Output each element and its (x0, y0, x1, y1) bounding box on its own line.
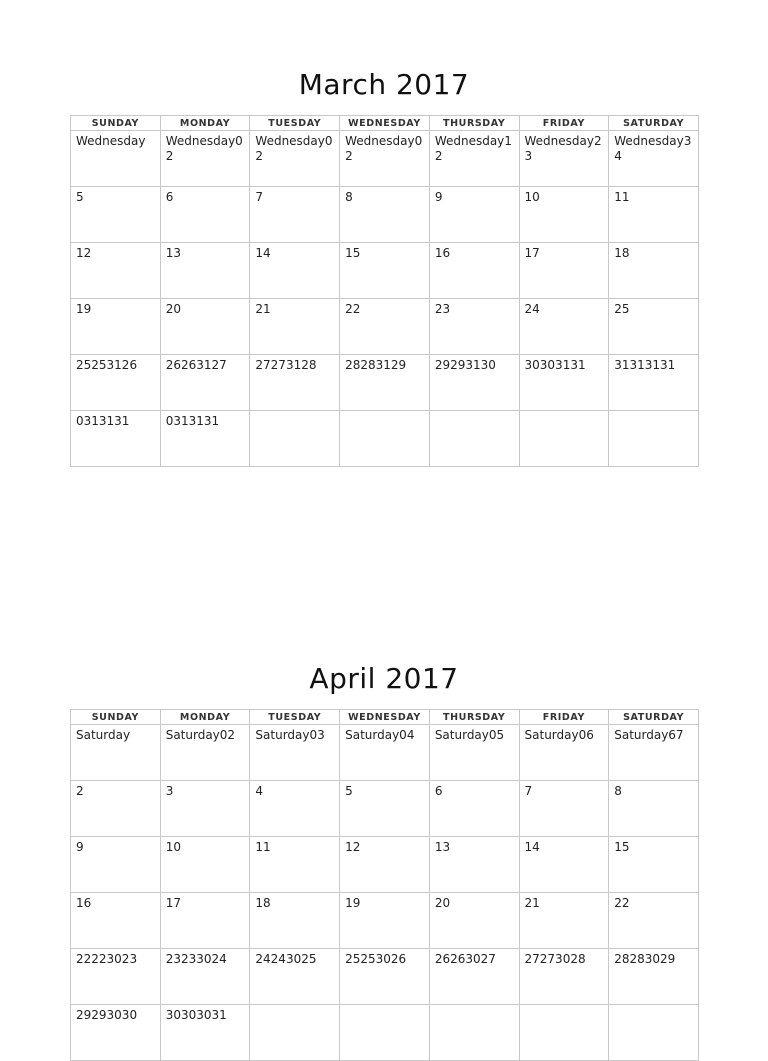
weekday-tuesday: TUESDAY (250, 710, 340, 725)
day-number: 8 (614, 784, 622, 798)
day-number: Saturday67 (614, 728, 684, 742)
day-number: 6 (165, 190, 174, 204)
day-number (340, 1005, 429, 1028)
week-row (71, 411, 699, 467)
day-number: 9 (434, 190, 443, 204)
day-cell (429, 1005, 519, 1061)
day-cell (160, 781, 250, 837)
day-cell (609, 187, 699, 243)
day-number: 15 (614, 840, 630, 854)
day-number (340, 411, 429, 434)
day-cell (71, 355, 161, 411)
day-number: 13 (165, 246, 181, 260)
day-number: 16 (434, 246, 451, 260)
day-number: Saturday04 (345, 728, 415, 742)
weekday-header-row (71, 116, 699, 131)
day-number: 30303031 (165, 1008, 227, 1022)
week-row (71, 781, 699, 837)
day-number: 0313131 (165, 414, 220, 428)
day-number: Wednesday02 (345, 134, 423, 163)
day-cell (519, 411, 609, 467)
day-number: 5 (345, 784, 353, 798)
day-number: 5 (76, 190, 84, 204)
day-cell (429, 949, 519, 1005)
day-number: 29293030 (76, 1008, 138, 1022)
day-number: Saturday05 (434, 728, 505, 742)
day-number (430, 1005, 519, 1028)
month-title: April 2017 (309, 662, 459, 695)
week-row (71, 893, 699, 949)
day-cell (519, 299, 609, 355)
weekday-saturday: SATURDAY (609, 710, 699, 725)
day-cell (519, 949, 609, 1005)
day-cell (609, 725, 699, 781)
day-number: 28283129 (345, 358, 407, 372)
day-number: 18 (255, 896, 271, 910)
day-cell (609, 243, 699, 299)
day-cell (519, 725, 609, 781)
day-cell (340, 243, 430, 299)
weekday-wednesday: WEDNESDAY (340, 710, 430, 725)
weekday-tuesday: TUESDAY (250, 116, 340, 131)
day-cell (429, 781, 519, 837)
day-cell (609, 837, 699, 893)
weekday-friday: FRIDAY (519, 710, 609, 725)
day-cell (340, 949, 430, 1005)
day-number: 7 (255, 190, 264, 204)
day-cell (71, 299, 161, 355)
day-cell (160, 187, 250, 243)
day-cell (250, 837, 340, 893)
day-cell (71, 893, 161, 949)
day-number: 27273128 (255, 358, 317, 372)
week-row (71, 131, 699, 187)
day-cell (71, 837, 161, 893)
day-number (520, 411, 609, 434)
day-cell (250, 781, 340, 837)
day-number: 23233024 (165, 952, 227, 966)
week-row (71, 725, 699, 781)
day-cell (160, 355, 250, 411)
day-number: 14 (255, 246, 271, 260)
day-number: 6 (434, 784, 443, 798)
weekday-sunday: SUNDAY (71, 710, 161, 725)
day-number: 0313131 (76, 414, 130, 428)
day-cell (71, 1005, 161, 1061)
day-cell (160, 131, 250, 187)
day-number: 31313131 (614, 358, 676, 372)
day-number: 9 (76, 840, 84, 854)
day-cell (250, 411, 340, 467)
day-number: 24 (524, 302, 540, 316)
day-cell (609, 1005, 699, 1061)
day-cell (250, 131, 340, 187)
day-cell (340, 131, 430, 187)
month-title: March 2017 (298, 68, 470, 101)
day-cell (160, 949, 250, 1005)
day-number: 2 (76, 784, 84, 798)
day-cell (71, 949, 161, 1005)
day-cell (71, 243, 161, 299)
day-cell (250, 187, 340, 243)
day-number: 25253126 (76, 358, 138, 372)
weekday-monday: MONDAY (160, 710, 250, 725)
day-number (609, 1005, 698, 1028)
day-number: Wednesday34 (614, 134, 692, 163)
week-row (71, 187, 699, 243)
day-number: 14 (524, 840, 540, 854)
day-number: 8 (345, 190, 353, 204)
day-cell (340, 837, 430, 893)
day-number: 12 (345, 840, 361, 854)
day-number: 19 (345, 896, 361, 910)
day-cell (429, 355, 519, 411)
day-cell (429, 837, 519, 893)
calendar-grid (70, 115, 699, 467)
day-cell (160, 243, 250, 299)
day-cell (340, 411, 430, 467)
day-cell (160, 1005, 250, 1061)
day-cell (429, 131, 519, 187)
day-cell (71, 725, 161, 781)
day-cell (429, 243, 519, 299)
day-cell (429, 893, 519, 949)
day-cell (519, 781, 609, 837)
weekday-wednesday: WEDNESDAY (340, 116, 430, 131)
day-number: Wednesday02 (165, 134, 243, 163)
day-cell (519, 131, 609, 187)
day-number (250, 411, 339, 434)
day-cell (250, 725, 340, 781)
day-cell (71, 781, 161, 837)
day-cell (340, 355, 430, 411)
day-number: 21 (255, 302, 271, 316)
week-row (71, 299, 699, 355)
day-number: 21 (524, 896, 540, 910)
day-number: 23 (434, 302, 451, 316)
day-number: 4 (255, 784, 264, 798)
day-cell (250, 893, 340, 949)
weekday-sunday: SUNDAY (71, 116, 161, 131)
day-number: 24243025 (255, 952, 317, 966)
day-number: 11 (255, 840, 271, 854)
day-cell (71, 187, 161, 243)
day-number: 16 (76, 896, 92, 910)
day-cell (160, 893, 250, 949)
day-number: 22223023 (76, 952, 138, 966)
weekday-friday: FRIDAY (519, 116, 609, 131)
day-number: 30303131 (524, 358, 586, 372)
day-number: 19 (76, 302, 92, 316)
weekday-thursday: THURSDAY (429, 116, 519, 131)
day-number: 25 (614, 302, 630, 316)
day-cell (250, 299, 340, 355)
day-cell (429, 187, 519, 243)
day-cell (519, 243, 609, 299)
day-cell (250, 1005, 340, 1061)
day-cell (340, 299, 430, 355)
weekday-saturday: SATURDAY (609, 116, 699, 131)
day-cell (609, 949, 699, 1005)
day-number: 17 (165, 896, 181, 910)
day-number: Wednesday12 (434, 134, 512, 163)
day-number: 26263027 (434, 952, 496, 966)
day-cell (609, 781, 699, 837)
day-cell (340, 1005, 430, 1061)
day-number: Saturday (76, 728, 131, 742)
day-number (609, 411, 698, 434)
day-cell (340, 725, 430, 781)
day-cell (429, 411, 519, 467)
day-cell (340, 893, 430, 949)
week-row (71, 949, 699, 1005)
day-number: 27273028 (524, 952, 586, 966)
day-number: 18 (614, 246, 630, 260)
day-cell (519, 1005, 609, 1061)
day-cell (340, 187, 430, 243)
day-number: 17 (524, 246, 540, 260)
day-cell (519, 893, 609, 949)
week-row (71, 355, 699, 411)
calendar-grid (70, 709, 699, 1061)
weekday-header-row (71, 710, 699, 725)
day-cell (609, 131, 699, 187)
day-cell (250, 243, 340, 299)
day-number: 26263127 (165, 358, 227, 372)
day-number (520, 1005, 609, 1028)
day-number: Saturday03 (255, 728, 325, 742)
day-number: Saturday02 (165, 728, 236, 742)
day-cell (609, 411, 699, 467)
day-number: 20 (434, 896, 451, 910)
day-number (250, 1005, 339, 1028)
day-number: 12 (76, 246, 92, 260)
day-number: Wednesday23 (524, 134, 602, 163)
day-cell (250, 949, 340, 1005)
day-cell (160, 299, 250, 355)
day-number: 20 (165, 302, 181, 316)
day-cell (160, 725, 250, 781)
day-cell (71, 411, 161, 467)
day-number: 11 (614, 190, 630, 204)
day-number: 7 (524, 784, 533, 798)
day-cell (429, 299, 519, 355)
day-cell (160, 411, 250, 467)
day-number: Saturday06 (524, 728, 594, 742)
day-number: 29293130 (434, 358, 496, 372)
day-number (430, 411, 519, 434)
day-number: 22 (345, 302, 361, 316)
day-cell (340, 781, 430, 837)
day-number: 28283029 (614, 952, 676, 966)
day-number: 3 (165, 784, 174, 798)
week-row (71, 837, 699, 893)
day-number: 10 (524, 190, 540, 204)
day-number: Wednesday02 (255, 134, 333, 163)
day-cell (429, 725, 519, 781)
weekday-thursday: THURSDAY (429, 710, 519, 725)
day-cell (519, 837, 609, 893)
day-number: 22 (614, 896, 630, 910)
day-cell (609, 299, 699, 355)
weekday-monday: MONDAY (160, 116, 250, 131)
day-cell (519, 355, 609, 411)
week-row (71, 243, 699, 299)
day-number: Wednesday (76, 134, 146, 148)
day-cell (71, 131, 161, 187)
day-number: 10 (165, 840, 181, 854)
day-number: 13 (434, 840, 451, 854)
day-number: 15 (345, 246, 361, 260)
day-cell (609, 893, 699, 949)
day-cell (519, 187, 609, 243)
day-cell (609, 355, 699, 411)
day-cell (250, 355, 340, 411)
week-row (71, 1005, 699, 1061)
day-cell (160, 837, 250, 893)
day-number: 25253026 (345, 952, 407, 966)
